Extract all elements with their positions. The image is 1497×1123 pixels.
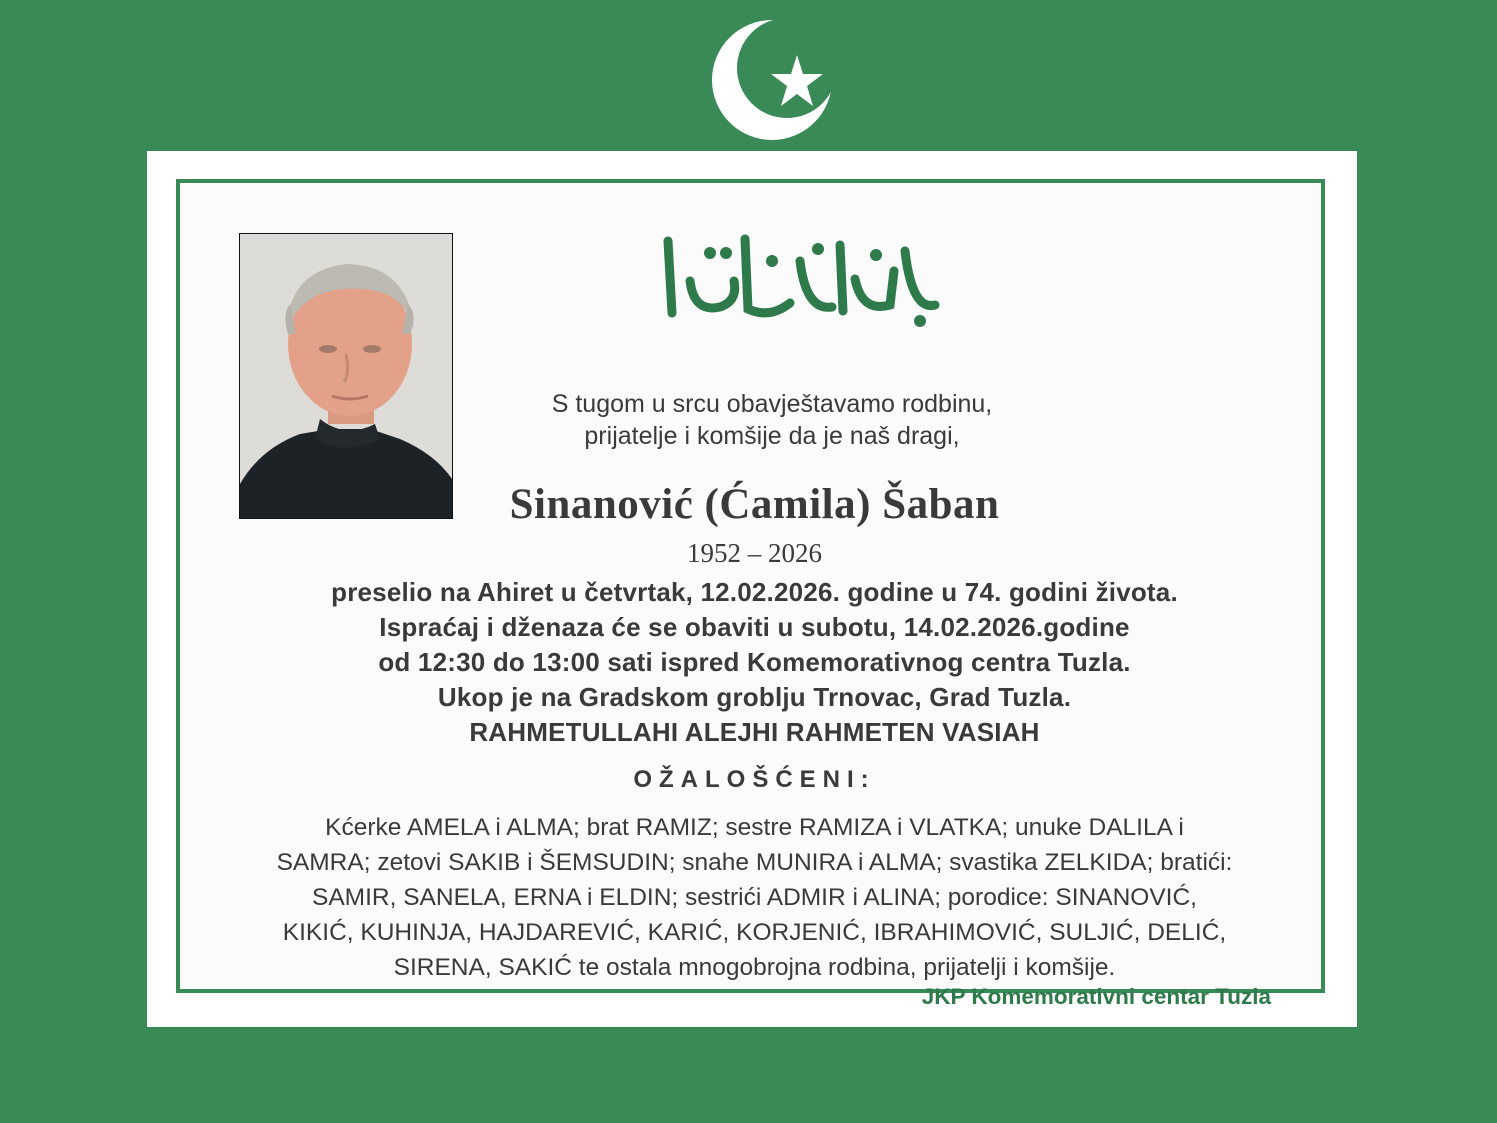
details-line-3: od 12:30 do 13:00 sati ispred Komemorativnog centra Tuzla. <box>378 647 1131 677</box>
mourners-line-1: Kćerke AMELA i ALMA; brat RAMIZ; sestre RAMIZA i VLATKA; unuke DALILA i <box>325 814 1184 841</box>
funeral-details <box>180 575 1329 750</box>
signature: JKP Komemorativni centar Tuzla <box>921 984 1271 1009</box>
notice-inner-border <box>176 179 1325 1009</box>
mourners-list <box>180 810 1329 985</box>
mourners-line-4: KIKIĆ, KUHINJA, HAJDAREVIĆ, KARIĆ, KORJENIĆ, IBRAHIMOVIĆ, SULJIĆ, DELIĆ, <box>282 919 1227 946</box>
details-line-1: preselio na Ahiret u četvrtak, 12.02.2026. godine u 74. godini života. <box>331 577 1178 607</box>
mourners-title: OŽALOŠĆENI: <box>633 766 876 793</box>
portrait-photo <box>239 233 453 519</box>
intro-text <box>492 388 1052 452</box>
details-line-4: Ukop je na Gradskom groblju Trnovac, Grad Tuzla. <box>437 682 1072 712</box>
mourners-line-5: SIRENA, SAKIĆ te ostala mnogobrojna rodbina, prijatelji i komšije. <box>393 954 1116 981</box>
intro-line-2: prijatelje i komšije da je naš dragi, <box>584 422 960 450</box>
arabic-calligraphy-icon <box>650 221 950 333</box>
details-line-2: Ispraćaj i dženaza će se obaviti u subotu, 14.02.2026.godine <box>379 612 1130 642</box>
deceased-years: 1952 – 2026 <box>687 538 822 568</box>
deceased-name: Sinanović (Ćamila) Šaban <box>509 481 1000 528</box>
mourners-line-2: SAMRA; zetovi SAKIB i ŠEMSUDIN; snahe MUNIRA i ALMA; svastika ZELKIDA; bratići: <box>276 849 1233 876</box>
intro-line-1: S tugom u srcu obavještavamo rodbinu, <box>551 390 993 418</box>
details-line-5: RAHMETULLAHI ALEJHI RAHMETEN VASIAH <box>469 717 1040 747</box>
crescent-star-icon <box>700 18 850 148</box>
mourners-line-3: SAMIR, SANELA, ERNA i ELDIN; sestrići ADMIR i ALINA; porodice: SINANOVIĆ, <box>312 884 1197 911</box>
notice-card <box>147 151 1357 1027</box>
